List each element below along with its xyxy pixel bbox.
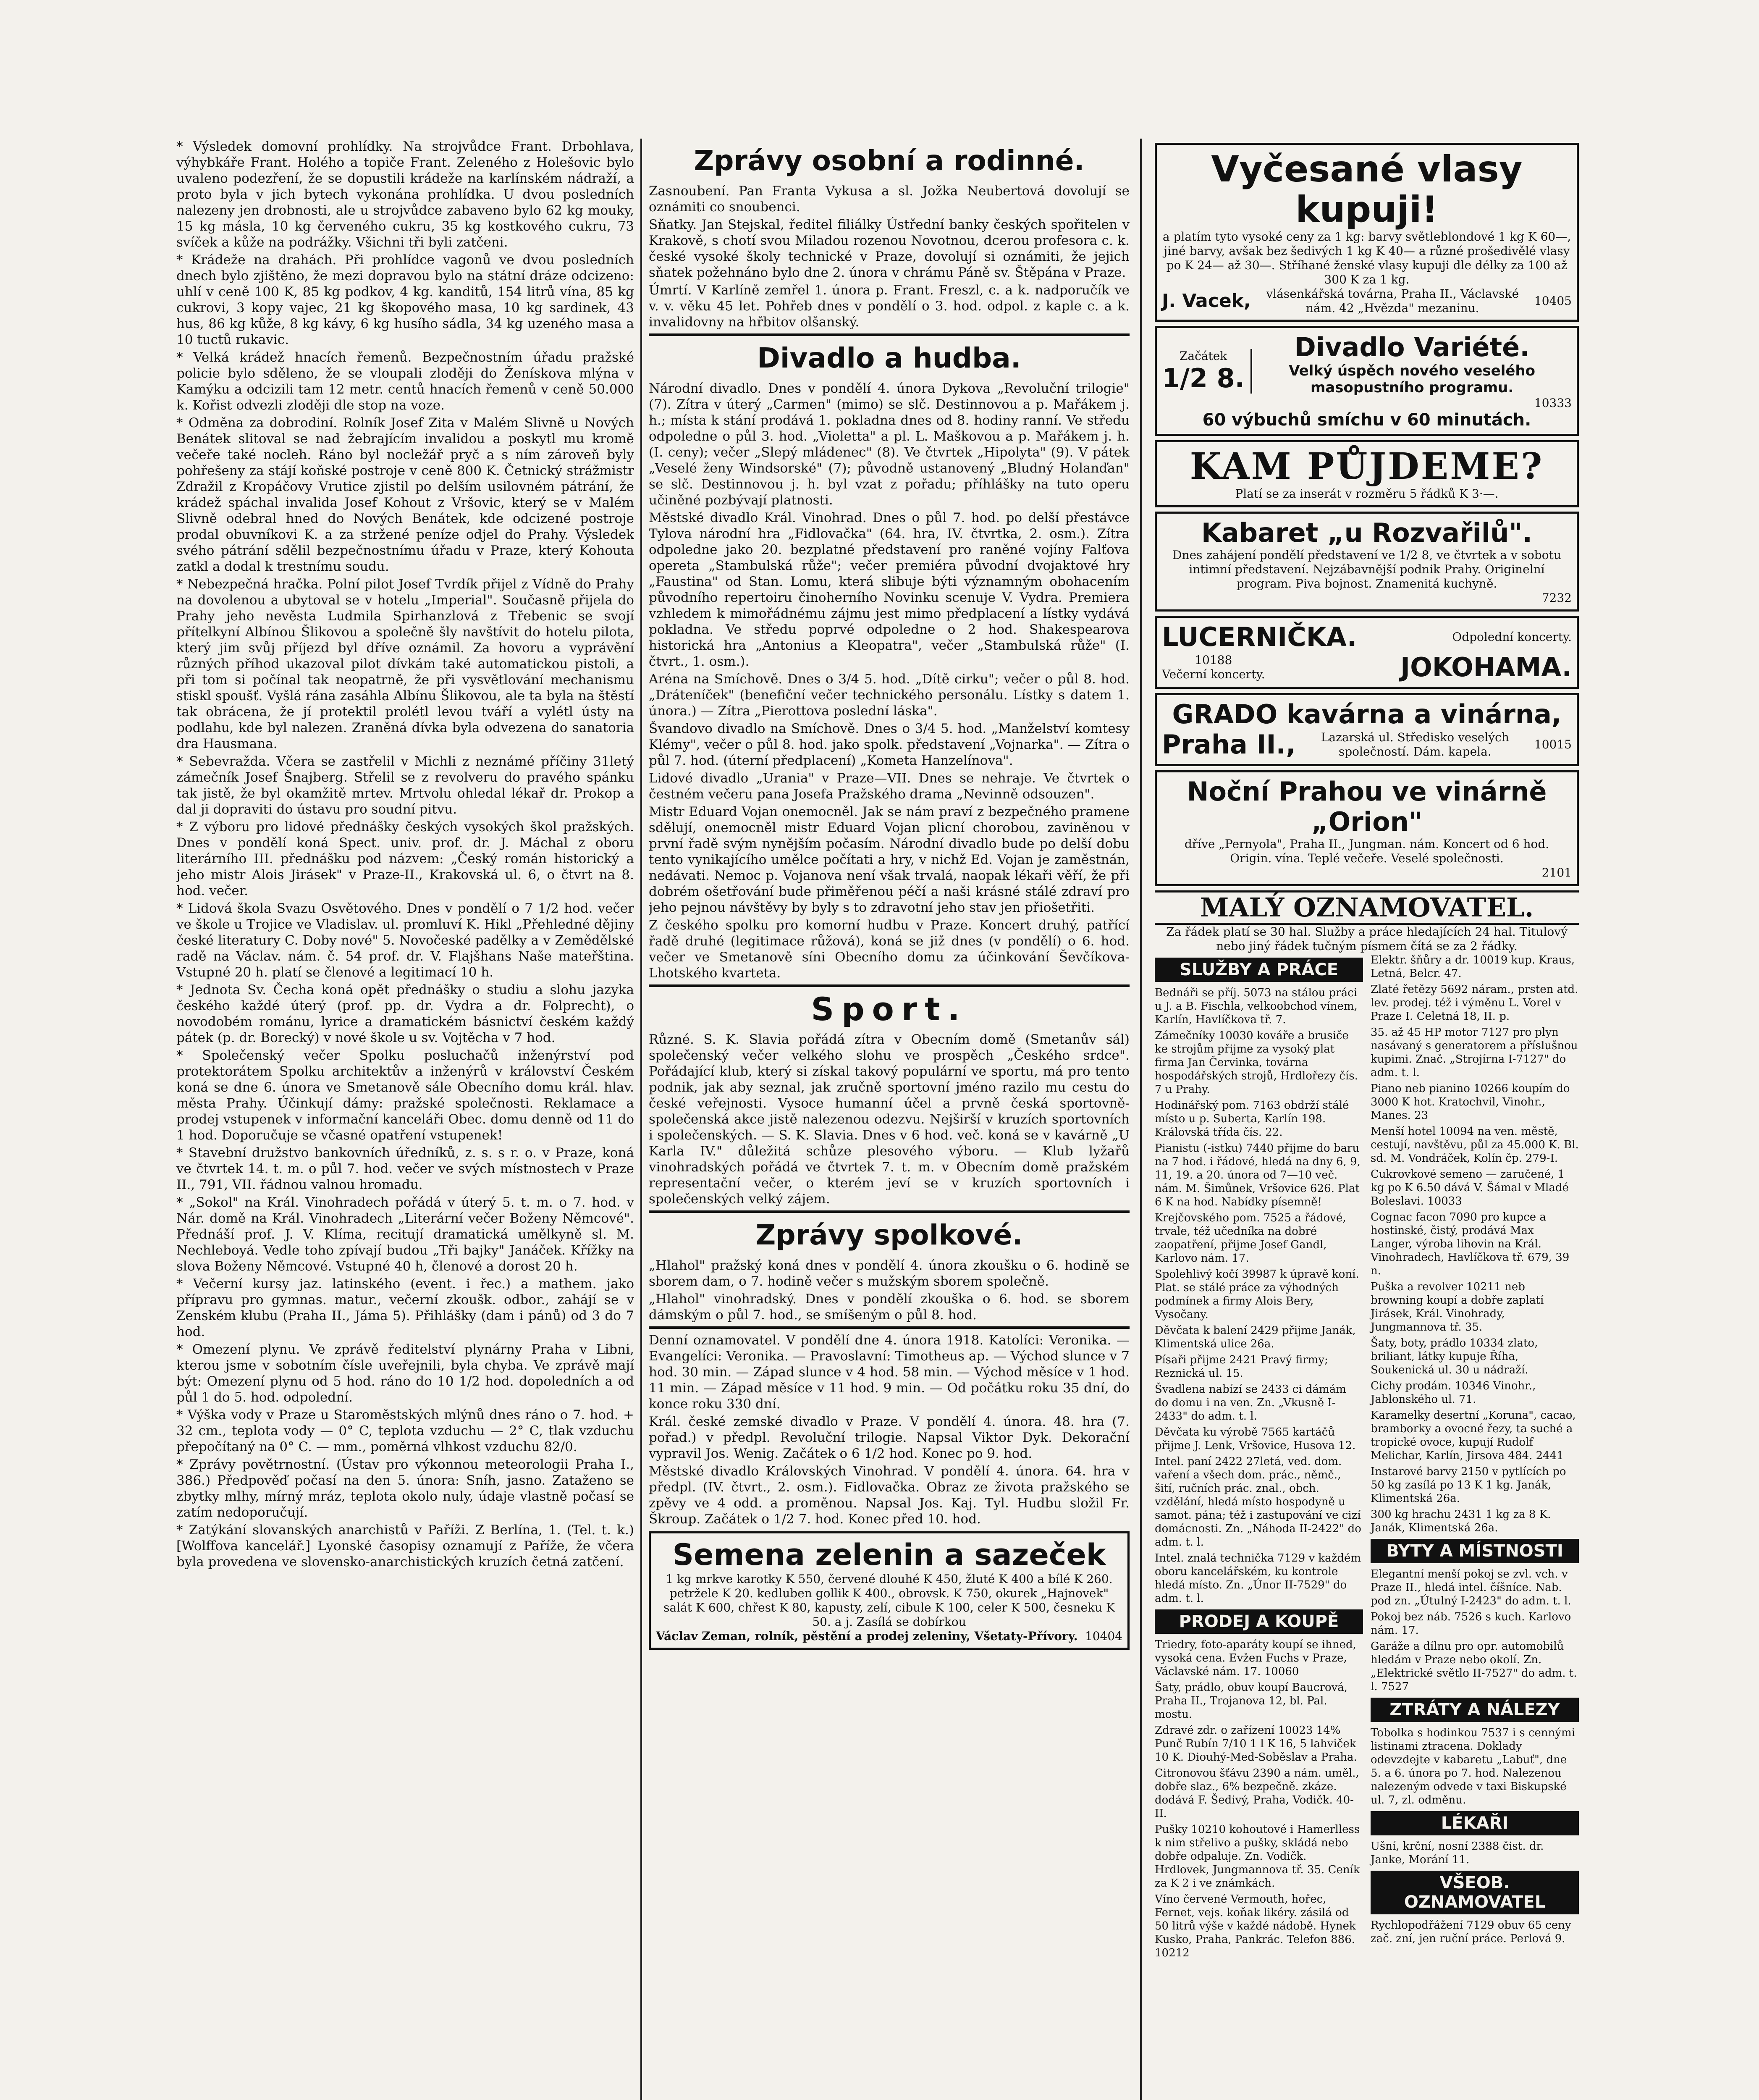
news-item: * „Sokol" na Král. Vinohradech pořádá v úterý 5. t. m. o 7. hod. v Nár. domě na Král. Vinohradech „Literární večer Boženy Němcové". Přednáší prof. J. V. Klíma, recitují dramatická umělkyně sl. M. Nechleboyá. Vedle toho zpívají budou „Tři bajky" Janáček. Křížky na slova Boženy Němcové. Vstupné 40 h, členové a dorost 20 h. [176, 1195, 634, 1274]
variete-ad [1155, 326, 1579, 436]
classified-ad: Garáže a dílnu pro opr. automobilů hledám v Praze nebo okolí. Zn. „Elektrické světlo II-7527" do adm. t. l. 7527 [1371, 1640, 1577, 1693]
rozvarilu-ad [1155, 512, 1579, 612]
grado-number: 10015 [1534, 738, 1572, 751]
classifieds-right-column [1371, 953, 1579, 1948]
banner-sale: PRODEJ A KOUPĚ [1155, 1609, 1363, 1634]
classified-ad: Zlaté řetězy 5692 náram., prsten atd. lev. prodej. též i výměnu L. Vorel v Praze I. Celetná 18, II. p. [1371, 983, 1578, 1023]
seeds-ad-text: 1 kg mrkve karotky K 550, červené dlouhé K 450, žluté K 400 a bílé K 260. petržele K 20. kedluben gollik K 400., obrovsk. K 750, okurek „Hajnovek" salát K 600, chřest K 80, kapusty, zelí, cibule K 100, celer K 500, česneku K 50. a j. Zasílá se dobírkou [663, 1572, 1115, 1629]
classified-ad: Spolehlivý kočí 39987 k úpravě koní. Plat. se stálé práce za výhodných podmínek a firmy Alois Bery, Vysočany. [1155, 1268, 1359, 1321]
section-divider [649, 1210, 1130, 1213]
news-item: * Výsledek domovní prohlídky. Na strojvůdce Frant. Drbohlava, výhybkáře Frant. Holého a topiče Frant. Zeleného z Holešovic bylo uvaleno podezření, že se dopustili krádeže na karlínském nádraží, a proto byla v jich bytech vykonána prohlídka. U dvou posledních nalezeny jen drobnosti, ale u strojvůdce zabaveno bylo 62 kg mouky, 15 kg másla, 10 kg červeného cukru, 35 kg kostkového cukru, 73 svíček a kůže na podrážky. Všichni tři byli zatčeni. [176, 139, 634, 250]
classified-ad: Ušní, krční, nosní 2388 čist. dr. Janke, Morání 11. [1371, 1840, 1544, 1866]
orion-text: dříve „Pernyola", Praha II., Jungman. nám. Koncert od 6 hod. Origin. vína. Teplé večeře. Veselé společnosti. [1184, 837, 1549, 865]
news-item: * Stavební družstvo bankovních úředníků, z. s. s r. o. v Praze, koná ve čtvrtek 14. t. m. o půl 7. hod. večer ve svých místnostech v Praze II., 791, VII. řádnou valnou hromadu. [176, 1145, 634, 1192]
news-item: * Zatýkání slovanských anarchistů v Paříži. Z Berlína, 1. (Tel. t. k.) [Wolffova kancelář.] Lyonské časopisy oznamují z Paříže, že včera byla provedena ve slovensko-anarchistických kruzích četná zatčení. [176, 1522, 634, 1570]
classified-ad: Intel. paní 2422 27letá, ved. dom. vaření a všech dom. prác., němč., šití, ručních prác. znal., obch. vzdělání, hledá místo hospodyně u samot. pána; též i zastupování ve cizí domácnosti. Zn. „Náhoda II-2422" do adm. t. l. [1155, 1455, 1361, 1549]
classifieds-right-a [1371, 953, 1579, 1535]
classified-ad: Cukrovkové semeno — zaručené, 1 kg po K 6.50 dává V. Šámal v Mladé Boleslavi. 10033 [1371, 1168, 1569, 1208]
hair-ad-text: a platím tyto vysoké ceny za 1 kg: barvy světleblondové 1 kg K 60—, jiné barvy, avšak bez šedivých 1 kg K 40— a různé prošedivělé vlasy po K 24— až 30—. Stříhané ženské vlasy kupuji dle délky za 100 až 300 K za 1 kg. [1162, 230, 1571, 286]
variete-title: Divadlo Variété. [1294, 332, 1530, 362]
news-items-left [176, 139, 634, 1570]
grado-ad [1155, 693, 1579, 766]
classified-ad: Cichy prodám. 10346 Vinohr., Jablonského ul. 71. [1371, 1380, 1536, 1406]
classifieds-right-d [1371, 1840, 1579, 1866]
variete-subtitle: Velký úspěch nového veselého masopustního programu. [1289, 362, 1535, 396]
classified-ad: Piano neb pianino 10266 koupím do 3000 K hot. Kratochvil, Vinohr., Manes. 23 [1371, 1082, 1570, 1122]
variete-start-label: Začátek [1179, 349, 1227, 363]
jokohama-title: JOKOHAMA. [1400, 652, 1572, 682]
theatre-item: Lidové divadlo „Urania" v Praze—VII. Dnes se nehraje. Ve čtvrtek o čestném večeru pana Josefa Pražského drama „Nevinně odsouzen". [649, 771, 1130, 802]
banner-services: SLUŽBY A PRÁCE [1155, 958, 1363, 982]
banner-flats: BYTY A MÍSTNOSTI [1371, 1539, 1579, 1563]
variete-tagline: 60 výbuchů smíchu v 60 minutách. [1202, 410, 1531, 430]
seeds-ad-footer: Václav Zeman, rolník, pěstění a prodej zeleniny, Všetaty-Přívory. [656, 1629, 1078, 1643]
classified-ad: Hodinářský pom. 7163 obdrží stálé místo u p. Suberta, Karlín 198. Královská třída čís. 22. [1155, 1099, 1349, 1139]
classified-ad: Triedry, foto-aparáty koupí se ihned, vysoká cena. Evžen Fuchs v Praze, Václavské nám. 17. 10060 [1155, 1638, 1356, 1678]
club-item: „Hlahol" pražský koná dnes v pondělí 4. února zkoušku o 6. hodině se sborem dam, o 7. hodině večer s mužským sborem společně. [649, 1258, 1130, 1289]
seeds-ad-title: Semena zelenin a sazeček [672, 1538, 1106, 1572]
classifieds-left-a [1155, 986, 1363, 1605]
news-item: * Večerní kursy jaz. latinského (event. i řec.) a mathem. jako přípravu pro gymnas. matur., večerní zkoušk. odbor., zahájí se v Zenském klubu (Praha II., Jáma 5). Přihlášky (dam i pánů) od 3 do 7 hod. [176, 1276, 634, 1339]
sport-item: Různé. S. K. Slavia pořádá zítra v Obecním domě (Smetanův sál) společenský večer velkého slohu ve prospěch „Českého srdce". Pořádající klub, který si získal takový populární ve sportu, má pro tento podnik, jak aby seznal, jak zručně sportovní jméno razilo mu cestu do české veřejnosti. Vysoce humanní účel a prvně česká sportovně-společenská akce jistě nalezenou odezvu. Nejširší v kruzích sportovních i společenských. — S. K. Slavia. Dnes v 6 hod. več. koná se v kavárně „U Karla IV." důležitá schůze plesového výboru. — Klub lyžařů vinohradských pořádá ve čtvrtek 7. t. m. v Obecním domě pražském representační večer, o kterém jeví se v kruzích sportovních i společenských velký zájem. [649, 1032, 1130, 1207]
rozvarilu-title: Kabaret „u Rozvařilů". [1201, 517, 1533, 548]
classified-ad: Karamelky desertní „Koruna", cacao, bramborky a ovocné řezy, ta suché a tropické ovoce, kupují Rudolf Melichar, Karlín, Jirsova 484. 2441 [1371, 1409, 1576, 1462]
orion-ad [1155, 770, 1579, 886]
classified-ad: Puška a revolver 10211 neb browning koupí a dobře zaplatí Jirásek, Král. Vinohrady, Jungmannova tř. 35. [1371, 1281, 1544, 1334]
classified-ad: Děvčata ku výrobě 7565 kartáčů přijme J. Lenk, Vršovice, Husova 12. [1155, 1426, 1356, 1452]
lucernicka-afternoon: Odpolední koncerty. [1452, 630, 1572, 644]
orion-number: 2101 [1541, 866, 1572, 879]
hair-ad-number: 10405 [1534, 294, 1572, 308]
column-rule [640, 139, 642, 2100]
classified-ad: 300 kg hrachu 2431 1 kg za 8 K. Janák, Klimentská 26a. [1371, 1508, 1551, 1534]
announcer-item: Městské divadlo Královských Vinohrad. V pondělí 4. února. 64. hra v předpl. (IV. čtvrt., 2. osm.). Fidlovačka. Obraz ze života pražského se zpěvy ve 4 odd. a proměnou. Napsal Jos. Kaj. Tyl. Hudbu složil Fr. Škroup. Začátek o 1/2 7. hod. Konec před 10. hod. [649, 1464, 1130, 1527]
classifieds-left-b [1155, 1638, 1363, 1960]
small-ads-header [1155, 890, 1579, 953]
small-ads-note: Za řádek platí se 30 hal. Služby a práce hledajících 24 hal. Titulový nebo jiný řádek tučným písmem čítá se za 2 řádky. [1166, 925, 1568, 953]
classified-ad: Víno červené Vermouth, hořec, Fernet, vejs. koňak likéry. zásilá od 50 litrů výše v každé nádobě. Hynek Kusko, Praha, Pankrác. Telefon 886. 10212 [1155, 1893, 1356, 1959]
section-divider [649, 1326, 1130, 1329]
classified-ad: Bednáři se příj. 5073 na stálou práci u J. a B. Fischla, velkoobchod vínem, Karlín, Havlíčkova tř. 7. [1155, 987, 1358, 1026]
kam-pujdeme-box [1155, 440, 1579, 507]
classified-ad: Šaty, boty, prádlo 10334 zlato, briliant, látky kupuje Říha, Soukenická ul. 30 u nádraží. [1371, 1337, 1538, 1376]
personal-item: Úmrtí. V Karlíně zemřel 1. února p. Frant. Freszl, c. a k. nadporučík ve v. v. věku 45 let. Pohřeb dnes v pondělí o 3. hod. odpol. z kaple c. a k. invalidovny na hřbitov olšanský. [649, 283, 1130, 330]
kam-pujdeme-title: KAM PŮJDEME? [1190, 445, 1544, 488]
seeds-ad-number: 10404 [1085, 1629, 1122, 1643]
lucernicka-ad [1155, 616, 1579, 689]
classified-ad: 35. až 45 HP motor 7127 pro plyn nasávaný s generatorem a příslušnou kupimi. Znač. „Strojírna I-7127" do adm. t. l. [1371, 1026, 1578, 1079]
theatre-item: Aréna na Smíchově. Dnes o 3/4 5. hod. „Dítě cirku"; večer o půl 8. hod. „Dráteníček" (benefiční večer technického personálu. Lístky s datem 1. února.) — Zítra „Pierottova poslední láska". [649, 672, 1130, 719]
daily-announcer-items [649, 1332, 1130, 1527]
classifieds-left-column [1155, 953, 1363, 1962]
rozvarilu-number: 7232 [1541, 591, 1572, 605]
news-item: * Lidová škola Svazu Osvětového. Dnes v pondělí o 7 1/2 hod. večer ve škole u Trojice ve Vladislav. ul. promluví K. Hikl „Přehledné dějiny české literatury C. Doby nové" 5. Novočeské padělky a v Zemědělské radě na Václav. nám. č. 54 prof. dr. V. Flajšhans Naše mateřština. Vstupné 20 h. platí se členové a legitimací 10 h. [176, 901, 634, 980]
news-item: * Nebezpečná hračka. Polní pilot Josef Tvrdík přijel z Vídně do Prahy na dovolenou a ubytoval se v hotelu „Imperial". Současně přijela do Prahy jeho nevěsta Ludmila Spirhanzlová z Třebenic se svojí přítelkyní Albínou Šlikovou a společně šly navštívit do hotelu pilota, který jim svůj příjezd byl dříve oznámil. Za hovoru a vyprávění různých příhod ukazoval pilot dívkám také automatickou pistoli, a při tom si počínal tak neopatrně, že při vysvětlování mechanismu stiskl spoušť. Vyšlá rána zasáhla Albínu Šlikovou, ale ta byla na štěstí tak obrácena, že jí protektil prolétl levou tváří a vylétl ústy na podlahu, kde byl nalezen. Zraněná dívka byla odvezena do sanatoria dra Hausmana. [176, 577, 634, 751]
news-item: * Krádeže na drahách. Při prohlídce vagonů ve dvou posledních dnech bylo zjištěno, že mezi dopravou bylo na státní dráze odcizeno: uhlí v ceně 100 K, 85 kg podkov, 4 kg. kanditů, 154 litrů vína, 85 kg cukrovi, 3 kopy vajec, 21 kg škopového masa, 10 kg sardinek, 43 hus, 86 kg kůže, 8 kg kávy, 6 kg husího sádla, 34 kg uzeného masa a 10 tuctů rukavic. [176, 252, 634, 347]
variete-start-time: 1/2 8. [1162, 363, 1245, 394]
club-item: „Hlahol" vinohradský. Dnes v pondělí zkouška o 6. hod. se sborem dámským o půl 7. hod., se smíšeným o půl 8. hod. [649, 1292, 1130, 1323]
section-divider [649, 333, 1130, 336]
classified-ad: Pušky 10210 kohoutové i Hamerlless k nim střelivo a pušky, skládá nebo dobře odpaluje. Zn. Vodičk. Hrdlovek, Jungmannova tř. 35. Ceník za K 2 i ve známkách. [1155, 1823, 1360, 1890]
section-divider [649, 984, 1130, 987]
lucernicka-number: 10188 [1195, 653, 1232, 667]
kam-pujdeme-note: Platí se za inserát v rozměru 5 řádků K 3·—. [1235, 487, 1499, 501]
seeds-ad [649, 1531, 1130, 1650]
announcer-item: Denní oznamovatel. V pondělí dne 4. února 1918. Katolíci: Veronika. — Evangelíci: Veronika. — Pravoslavní: Timotheus ap. — Východ slunce v 7 hod. 30 min. — Západ slunce v 4 hod. 58 min. — Východ měsíce v 1 hod. 11 min. — Západ měsíce v 11 hod. 9 min. — Od počátku roku 35 dní, do konce roku 330 dní. [649, 1333, 1130, 1412]
section-personal-items [649, 183, 1130, 330]
news-item: * Výška vody v Praze u Staroměstských mlýnů dnes ráno o 7. hod. + 32 cm., teplota vody — 0° C, teplota vzduchu — 2° C, tlak vzduchu přepočítaný na 0° C. — mm., poměrná vlhkost vzduchu 82/0. [176, 1407, 634, 1454]
theatre-item: Národní divadlo. Dnes v pondělí 4. února Dykova „Revoluční trilogie" (7). Zítra v úterý „Carmen" (mimo) se slč. Destinnovou a p. Mařákem j. h.; místa k stání prodává 1. pokladna dnes od 8. hodiny ranní. Ve středu odpoledne o půl 3. hod. „Violetta" a pl. L. Maškovou a p. Mařákem j. h. (I. ceny); večer „Slepý mládenec" (8). Ve čtvrtek „Hipolyta" (9). V pátek „Veselé ženy Windsorské" (7); původně ustanovený „Bludný Holanďan" se slč. Destinnovou j. h. byl vzat z pořadu; příhlášky na tuto operu učiněné pozbývají platnosti. [649, 381, 1130, 508]
section-clubs-items [649, 1257, 1130, 1323]
hair-ad-title: Vyčesané vlasy kupuji! [1211, 148, 1523, 231]
grado-city: Praha II., [1162, 729, 1296, 760]
lucernicka-evening: Večerní koncerty. [1162, 667, 1265, 681]
news-item: * Jednota Sv. Čecha koná opět přednášky o studiu a slohu jazyka českého každé úterý (prof. pp. dr. Vydra a dr. Folprecht), o novodobém románu, lyrice a dramatickém básnictví českém každý pátek (p. dr. Borecký) v nové škole u sv. Vojtěcha v 7 hod. [176, 982, 634, 1045]
classifieds-grid [1155, 953, 1579, 1962]
lucernicka-title: LUCERNIČKA. [1162, 622, 1357, 652]
news-item: * Z výboru pro lidové přednášky českých vysokých škol pražských. Dnes v pondělí koná Spect. univ. prof. dr. J. Máchal z oboru literárního III. přednášku pod názvem: „Český román historický a jeho mistr Alois Jirásek" v Praze-II., Krakovská ul. 6, o čtvrt na 8. hod. večer. [176, 819, 634, 898]
banner-general: VŠEOB. OZNAMOVATEL [1371, 1871, 1579, 1914]
personal-item: Zasnoubení. Pan Franta Vykusa a sl. Jožka Neubertová dovolují se oznámiti co snoubenci. [649, 184, 1130, 215]
small-ads-title: MALÝ OZNAMOVATEL. [1155, 890, 1579, 925]
column-middle [649, 139, 1130, 2100]
hair-ad [1155, 143, 1579, 322]
theatre-item: Mistr Eduard Vojan onemocněl. Jak se nám praví z bezpečného pramene sdělují, onemocněl mistr Eduard Vojan plicní chorobou, zaviněnou v první řadě svým nynějším počasím. Národní divadlo bude po delší dobu tento vynikajícího umělce počítati a hry, v nichž Ed. Vojan je zaměstnán, nedávati. Nemoc p. Vojanova není však trvalá, naopak lékaři věří, že při dobrém ošetřování bude přiměřenou péčí a naši krásné stálé zdraví pro jeho pejnou návštěvy by byly s to zdravotní jeho stav jen přiošetřiti. [649, 804, 1130, 915]
classified-ad: Písaři přijme 2421 Pravý firmy; Reznická ul. 15. [1155, 1354, 1328, 1380]
theatre-item: Z českého spolku pro komorní hudbu v Praze. Koncert druhý, patřící řadě druhé (legitimace růžová), koná se již dnes (v pondělí) o 6. hod. večer ve Smetanově síni Obecního domu za účinkování Ševčíkova-Lhotského kvarteta. [649, 918, 1130, 981]
classifieds-right-b [1371, 1567, 1579, 1693]
classified-ad: Elegantní menší pokoj se zvl. vch. v Praze II., hledá intel. číšníce. Nab. pod zn. „Útulný I-2423" do adm. t. l. [1371, 1568, 1571, 1607]
classified-ad: Krejčovského pom. 7525 a řádové, trvale, též učedníka na dobré zaopatření, přijme Josef Gandl, Karlovo nám. 17. [1155, 1212, 1346, 1265]
classifieds-right-c [1371, 1726, 1579, 1807]
personal-item: Sňatky. Jan Stejskal, ředitel filiálky Ústřední banky českých spořitelen v Krakově, s chotí svou Miladou rozenou Novotnou, dcerou profesora c. k. české vysoké školy technické v Praze, dovolují si oznámiti, že jejich sňatek požehnáno bylo dne 2. února v chrámu Páně sv. Štěpána v Praze. [649, 217, 1130, 280]
grado-title: GRADO kavárna a vinárna, [1172, 699, 1562, 730]
news-item: * Zprávy povětrnostní. (Ústav pro výkonnou meteorologii Praha I., 386.) Předpověď počasí na den 5. února: Sníh, jasno. Zataženo se zbytky mlhy, mírný mráz, teplota okolo nuly, údaje vlastně počasí se zatím nedoporučují. [176, 1457, 634, 1520]
section-sport-items [649, 1032, 1130, 1207]
classifieds-right-e [1371, 1919, 1579, 1945]
section-title-clubs: Zprávy spolkové. [755, 1219, 1023, 1251]
classified-ad: Pianistu (-istku) 7440 přijme do baru na 7 hod. i řádové, hledá na dny 6, 9, 11, 19. a 20. února od 7—10 več. nám. M. Šimůnek, Vršovice 626. Plat 6 K na hod. Nabídky písemně! [1155, 1142, 1361, 1208]
classified-ad: Děvčata k balení 2429 přijme Janák, Klimentská ulice 26a. [1155, 1324, 1356, 1350]
banner-doctors: LÉKAŘI [1371, 1811, 1579, 1835]
classified-ad: Zámečníky 10030 kováře a brusiče ke strojům přijme za vysoký plat firma Jan Červinka, továrna hospodářských strojů, Hrdlořezy čís. 7 u Prahy. [1155, 1029, 1358, 1096]
classified-ad: Šaty, prádlo, obuv koupí Baucrová, Praha II., Trojanova 12, bl. Pal. mostu. [1155, 1681, 1348, 1721]
section-title-theatre: Divadlo a hudba. [757, 342, 1021, 374]
news-item: * Společenský večer Spolku posluchačů inženýrství pod protektorátem Spolku architektův a inženýrů v království Českém koná se dne 6. února ve Smetanově sále Obecního domu král. hlav. města Prahy. Účinkují dámy: pražské společnosti. Reklamace a prodej vstupenek v informační kanceláři Obec. domu denně od 11 do 1 hod. Doporučuje se včasné opatření vstupenek! [176, 1048, 634, 1143]
news-item: * Velká krádež hnacích řemenů. Bezpečnostním úřadu pražské policie bylo sděleno, že se vloupali zloději do Ženískova mlýna v Kamýku a odcizili tam 12 metr. centů hnacích řemenů v ceně 50.000 k. Kořist odvezli zloději dle stop na voze. [176, 350, 634, 413]
classified-ad: Zdravé zdr. o zařízení 10023 14% Punč Rubín 7/10 1 l K 16, 5 lahviček 10 K. Diouhý-Med-Soběslav a Praha. [1155, 1724, 1357, 1764]
variete-number: 10333 [1534, 396, 1572, 410]
news-item: * Odměna za dobrodiní. Rolník Josef Zita v Malém Slivně u Nových Benátek slitoval se nad žebrajícím invalidou a poskytl mu kromě večeře také nocleh. Ráno byl nocležář pryč a s ním zároveň byly pohřešeny za stájí koňské postroje v ceně 800 K. Četnický strážmistr Zdražil z Kropáčovy Vrutice zjistil po delším usilovném pátrání, že krádež spáchal invalida Josef Kohout z Vršovic, který se v Malém Slivně odebral hned do Nových Benátek, kde odcizené postroje prodal obuvníkovi K. a za stržené peníze odjel do Prahy. Výsledek svého pátrání sdělil bezpečnostnímu úřadu v Praze, který Kohouta zatkl a dodal k trestnímu soudu. [176, 415, 634, 574]
classified-ad: Citronovou šťávu 2390 a nám. uměl., dobře slaz., 6% bezpečně. zkáze. dodává F. Šedivý, Praha, Vodičk. 40-II. [1155, 1767, 1359, 1820]
classified-ad: Švadlena nabízí se 2433 ci dámám do domu i na ven. Zn. „Vkusně I-2433" do adm. t. l. [1155, 1383, 1346, 1423]
section-theatre-items [649, 381, 1130, 981]
announcer-item: Král. české zemské divadlo v Praze. V pondělí 4. února. 48. hra (7. pořad.) v předpl. Revoluční trilogie. Napsal Viktor Dyk. Dekorační vypravil Jos. Wenig. Začátek o 6 1/2 hod. Konec po 9. hod. [649, 1414, 1130, 1461]
column-rule [1140, 139, 1142, 2100]
column-right [1155, 139, 1579, 2100]
hair-ad-name: J. Vacek, [1162, 290, 1251, 312]
orion-title: Noční Prahou ve vinárně „Orion" [1187, 776, 1547, 837]
rozvarilu-text: Dnes zahájení pondělí představení ve 1/2 8, ve čtvrtek a v sobotu intimní představení. Nejzábavnější podnik Prahy. Originelní program. Piva bojnost. Znamenitá kuchyně. [1172, 548, 1561, 591]
classified-ad: Intel. znalá technička 7129 v každém oboru kancelářském, ku kontrole hledá místo. Zn. „Únor II-7529" do adm. t. l. [1155, 1552, 1361, 1605]
classified-ad: Instarové barvy 2150 v pytlících po 50 kg zasílá po 13 K 1 kg. Janák, Klimentská 26a. [1371, 1465, 1566, 1505]
column-left [176, 139, 634, 2100]
section-title-sport: Sport. [811, 990, 967, 1028]
classified-ad: Cognac facon 7090 pro kupce a hostinské, čistý, prodává Max Langer, výroba lihovin na Král. Vinohradech, Havlíčkova tř. 679, 39 n. [1371, 1211, 1570, 1277]
classified-ad: Tobolka s hodinkou 7537 i s cennými listinami ztracena. Doklady odevzdejte v kabaretu „Labuť", dne 5. a 6. února po 7. hod. Nalezenou nalezeným odvede v taxi Biskupské ul. 7, zl. odměnu. [1371, 1727, 1575, 1806]
classified-ad: Rychlopodřážení 7129 obuv 65 ceny zač. zní, jen ruční práce. Perlová 9. [1371, 1919, 1571, 1945]
theatre-item: Švandovo divadlo na Smíchově. Dnes o 3/4 5. hod. „Manželství komtesy Klémy", večer o půl 8. hod. jako spolk. představení „Vojnarka". — Zítra o půl 7. hod. (úterní předplacení) „Kometa Hanzelínova". [649, 721, 1130, 768]
classified-ad: Elektr. šňůry a dr. 10019 kup. Kraus, Letná, Belcr. 47. [1371, 954, 1575, 980]
theatre-item: Městské divadlo Král. Vinohrad. Dnes o půl 7. hod. po delší přestávce Tylova národní hra „Fidlovačka" (64. hra, IV. čtvrtka, 2. osm.). Zítra odpoledne jako 20. bezplatné představení pro raněné vojíny Falťova opereta „Stambulská růže"; večer premiéra původní dvojaktové hry „Faustina" od Stan. Lomu, která slibuje býti významným obohacením původního repertoiru činoherního Novinku scenuje V. Vydra. Premiera vzhledem k mimořádnému zájmu jest mimo předplacení a lístky vydává pokladna. Ve středu poprvé odpoledne o 2 hod. Shakespearova historická hra „Antonius a Kleopatra", večer „Stambulská růže" (I. čtvrt., 1. osm.). [649, 510, 1130, 669]
grado-text: Lazarská ul. Středisko veselých společností. Dám. kapela. [1321, 730, 1509, 759]
banner-lost-found: ZTRÁTY A NÁLEZY [1371, 1698, 1579, 1722]
section-title-personal: Zprávy osobní a rodinné. [694, 144, 1085, 177]
hair-ad-address: vlásenkářská továrna, Praha II., Václavské nám. 42 „Hvězda" mezaninu. [1266, 287, 1519, 315]
classified-ad: Pokoj bez náb. 7526 s kuch. Karlovo nám. 17. [1371, 1611, 1571, 1637]
classified-ad: Menší hotel 10094 na ven. městě, cestují, navštěvu, půl za 45.000 K. Bl. sd. M. Vondráček, Kolín čp. 279-I. [1371, 1125, 1579, 1165]
news-item: * Sebevražda. Včera se zastřelil v Michli z neznámé příčiny 31letý zámečník Josef Šnajberg. Střelil se z revolveru do pravého spánku tak jistě, že byl okamžitě mrtev. Mrtvolu ohledal lékař dr. Prokop a dal ji dopraviti do ústavu pro soudní pitvu. [176, 754, 634, 817]
news-item: * Omezení plynu. Ve zprávě ředitelství plynárny Praha v Libni, kterou jsme v sobotním čísle uveřejnili, byla chyba. Ve zprávě mají být: Omezení plynu od 5 hod. ráno do 10 1/2 hod. dopoledních a od půl 1 do 5. hod. odpolední. [176, 1342, 634, 1405]
